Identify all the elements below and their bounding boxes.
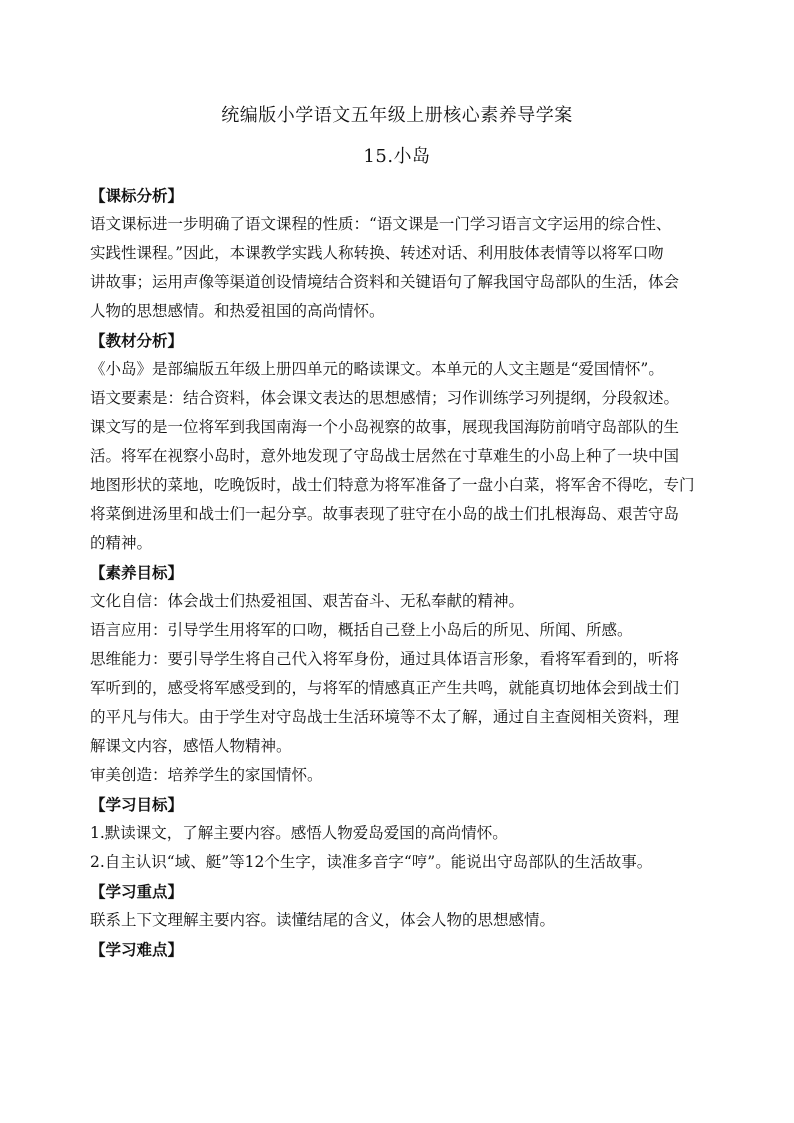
paragraph-line: 解课文内容，感悟人物精神。: [90, 737, 292, 755]
section-learning-goals: [90, 790, 720, 877]
paragraph-line: 思维能力：要引导学生将自己代入将军身份，通过具体语言形象，看将军看到的，听将: [90, 650, 680, 668]
document-title: 统编版小学语文五年级上册核心素养导学案: [221, 105, 573, 126]
section-heading: 【课标分析】: [90, 186, 184, 205]
section-curriculum-analysis: [90, 181, 720, 326]
section-literacy-goals: [90, 558, 720, 790]
paragraph-line: 活。将军在视察小岛时，意外地发现了守岛战士居然在寸草难生的小岛上种了一块中国: [90, 447, 680, 465]
paragraph-line: 《小岛》是部编版五年级上册四单元的略读课文。本单元的人文主题是“爱国情怀”。: [90, 360, 664, 378]
section-heading: 【学习难点】: [90, 940, 184, 959]
section-heading: 【学习目标】: [90, 795, 184, 814]
paragraph-line: 的精神。: [90, 534, 153, 552]
paragraph-line: 实践性课程。”因此，本课教学实践人称转换、转述对话、利用肢体表情等以将军口吻: [90, 244, 664, 262]
list-item: 1.默读课文，了解主要内容。感悟人物爱岛爱国的高尚情怀。: [90, 824, 508, 842]
paragraph-line: 的平凡与伟大。由于学生对守岛战士生活环境等不太了解，通过自主查阅相关资料，理: [90, 708, 680, 726]
paragraph-line: 联系上下文理解主要内容。读懂结尾的含义，体会人物的思想感情。: [90, 911, 556, 929]
paragraph-line: 人物的思想感情。和热爱祖国的高尚情怀。: [90, 302, 385, 320]
section-heading: 【学习重点】: [90, 882, 184, 901]
document-body: [90, 181, 720, 964]
paragraph-line: 语文要素是：结合资料，体会课文表达的思想感情；习作训练学习列提纲，分段叙述。: [90, 389, 680, 407]
paragraph-line: 审美创造：培养学生的家国情怀。: [90, 766, 323, 784]
paragraph-line: 讲故事；运用声像等渠道创设情境结合资料和关键语句了解我国守岛部队的生活，体会: [90, 273, 680, 291]
paragraph-line: 课文写的是一位将军到我国南海一个小岛视察的故事，展现我国海防前哨守岛部队的生: [90, 418, 680, 436]
section-key-points: [90, 877, 720, 935]
paragraph-line: 军听到的，感受将军感受到的，与将军的情感真正产生共鸣，就能真切地体会到战士们: [90, 679, 680, 697]
section-textbook-analysis: [90, 326, 720, 558]
section-heading: 【素养目标】: [90, 563, 184, 582]
lesson-title: 15.小岛: [363, 146, 431, 167]
paragraph-line: 地图形状的菜地，吃晚饭时，战士们特意为将军准备了一盘小白菜，将军舍不得吃，专门: [90, 476, 695, 494]
list-item: 2.自主认识“域、艇”等12个生字，读准多音字“哼”。能说出守岛部队的生活故事。: [90, 853, 653, 871]
paragraph-line: 语文课标进一步明确了语文课程的性质：“语文课是一门学习语言文字运用的综合性、: [90, 215, 672, 233]
paragraph-line: 文化自信：体会战士们热爱祖国、艰苦奋斗、无私奉献的精神。: [90, 592, 525, 610]
paragraph-line: 语言应用：引导学生用将军的口吻，概括自己登上小岛后的所见、所闻、所感。: [90, 621, 633, 639]
section-heading: 【教材分析】: [90, 331, 184, 350]
section-difficulties: [90, 935, 720, 964]
paragraph-line: 将菜倒进汤里和战士们一起分享。故事表现了驻守在小岛的战士们扎根海岛、艰苦守岛: [90, 505, 680, 523]
